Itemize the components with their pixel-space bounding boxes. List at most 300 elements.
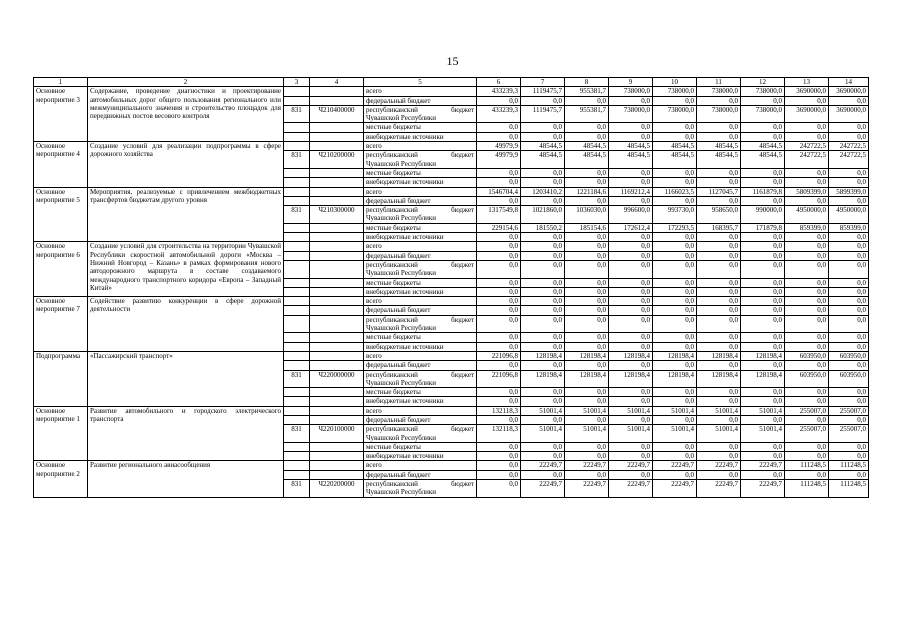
value-cell: 0,0: [653, 196, 697, 205]
code-cell: 831: [284, 206, 310, 224]
value-cell: 0,0: [829, 388, 869, 397]
activity-type-cell: Подпрограмма: [34, 351, 88, 406]
header-cell: 1: [34, 78, 88, 87]
value-cell: 0,0: [521, 251, 565, 260]
value-cell: 48544,5: [653, 142, 697, 151]
value-cell: 221096,8: [477, 351, 521, 360]
funding-source-cell: федеральный бюджет: [364, 196, 477, 205]
activity-title-cell: Содействие развитию конкуренции в сфере дорожной деятельности: [88, 297, 284, 352]
value-cell: 0,0: [697, 251, 741, 260]
value-cell: 48544,5: [697, 142, 741, 151]
value-cell: 3690000,0: [785, 105, 829, 123]
funding-source-cell: всего: [364, 242, 477, 251]
value-cell: 0,0: [565, 470, 609, 479]
code-cell: [284, 196, 310, 205]
header-cell: 8: [565, 78, 609, 87]
value-cell: 0,0: [609, 260, 653, 278]
value-cell: 128198,4: [697, 351, 741, 360]
value-cell: 242722,5: [785, 151, 829, 169]
value-cell: 0,0: [741, 388, 785, 397]
value-cell: 0,0: [565, 132, 609, 141]
table-row: [34, 142, 869, 151]
value-cell: 0,0: [697, 397, 741, 406]
value-cell: 0,0: [609, 168, 653, 177]
value-cell: 0,0: [477, 132, 521, 141]
code-cell: [284, 233, 310, 242]
value-cell: 0,0: [829, 168, 869, 177]
target-code-cell: [310, 351, 364, 360]
value-cell: 0,0: [653, 452, 697, 461]
value-cell: 738000,0: [609, 105, 653, 123]
value-cell: 0,0: [653, 96, 697, 105]
value-cell: 0,0: [653, 397, 697, 406]
value-cell: 0,0: [609, 397, 653, 406]
value-cell: 0,0: [653, 306, 697, 315]
value-cell: 0,0: [609, 233, 653, 242]
value-cell: 3690000,0: [785, 87, 829, 96]
value-cell: 0,0: [697, 315, 741, 333]
header-cell: 6: [477, 78, 521, 87]
activity-title-cell: Развитие регионального авиасообщения: [88, 461, 284, 497]
value-cell: 0,0: [829, 470, 869, 479]
value-cell: 0,0: [741, 297, 785, 306]
value-cell: 0,0: [785, 178, 829, 187]
value-cell: 1221184,6: [565, 187, 609, 196]
value-cell: 0,0: [697, 178, 741, 187]
value-cell: 128198,4: [565, 370, 609, 388]
value-cell: 990000,0: [741, 206, 785, 224]
value-cell: 603950,0: [785, 351, 829, 360]
value-cell: 0,0: [477, 233, 521, 242]
code-cell: [284, 251, 310, 260]
value-cell: 0,0: [521, 315, 565, 333]
header-cell: 14: [829, 78, 869, 87]
header-cell: 2: [88, 78, 284, 87]
value-cell: 0,0: [521, 287, 565, 296]
value-cell: 0,0: [741, 168, 785, 177]
value-cell: 0,0: [741, 306, 785, 315]
value-cell: 0,0: [653, 415, 697, 424]
value-cell: 0,0: [609, 306, 653, 315]
value-cell: 0,0: [609, 342, 653, 351]
value-cell: 0,0: [785, 452, 829, 461]
activity-title-cell: Мероприятия, реализуемые с привлечением межбюджетных трансфертов бюджетам другого уровня: [88, 187, 284, 242]
table-row: [34, 187, 869, 196]
value-cell: 0,0: [609, 470, 653, 479]
value-cell: 22249,7: [653, 461, 697, 470]
value-cell: 0,0: [477, 306, 521, 315]
table-row: [34, 297, 869, 306]
code-cell: [284, 315, 310, 333]
value-cell: 738000,0: [697, 87, 741, 96]
funding-source-cell: всего: [364, 351, 477, 360]
funding-source-cell: республиканский бюджет Чувашской Республики: [364, 206, 477, 224]
value-cell: 0,0: [741, 178, 785, 187]
funding-source-cell: внебюджетные источники: [364, 287, 477, 296]
value-cell: 0,0: [477, 251, 521, 260]
header-cell: 13: [785, 78, 829, 87]
code-cell: [284, 388, 310, 397]
value-cell: 255007,0: [829, 406, 869, 415]
value-cell: 0,0: [741, 452, 785, 461]
value-cell: 22249,7: [565, 461, 609, 470]
funding-source-cell: местные бюджеты: [364, 123, 477, 132]
value-cell: 0,0: [609, 287, 653, 296]
value-cell: 955381,7: [565, 87, 609, 96]
value-cell: 128198,4: [653, 351, 697, 360]
target-code-cell: [310, 388, 364, 397]
value-cell: 181550,2: [521, 223, 565, 232]
value-cell: 0,0: [477, 278, 521, 287]
funding-source-cell: внебюджетные источники: [364, 397, 477, 406]
value-cell: 0,0: [565, 233, 609, 242]
value-cell: 0,0: [653, 132, 697, 141]
value-cell: 0,0: [697, 242, 741, 251]
value-cell: 0,0: [477, 342, 521, 351]
value-cell: 0,0: [785, 196, 829, 205]
value-cell: 0,0: [697, 306, 741, 315]
value-cell: 0,0: [477, 96, 521, 105]
value-cell: 0,0: [697, 342, 741, 351]
value-cell: 132118,3: [477, 425, 521, 443]
value-cell: 221096,8: [477, 370, 521, 388]
value-cell: 0,0: [697, 260, 741, 278]
value-cell: 0,0: [477, 287, 521, 296]
value-cell: 22249,7: [697, 461, 741, 470]
header-cell: 3: [284, 78, 310, 87]
value-cell: 0,0: [653, 342, 697, 351]
value-cell: 0,0: [829, 260, 869, 278]
value-cell: 22249,7: [565, 480, 609, 498]
value-cell: 859399,0: [829, 223, 869, 232]
value-cell: 51001,4: [653, 425, 697, 443]
value-cell: 51001,4: [653, 406, 697, 415]
value-cell: 0,0: [565, 342, 609, 351]
value-cell: 0,0: [785, 388, 829, 397]
funding-source-cell: федеральный бюджет: [364, 415, 477, 424]
value-cell: 0,0: [565, 168, 609, 177]
value-cell: 0,0: [829, 123, 869, 132]
header-cell: 12: [741, 78, 785, 87]
value-cell: 0,0: [829, 361, 869, 370]
funding-source-cell: всего: [364, 297, 477, 306]
value-cell: 0,0: [477, 178, 521, 187]
code-cell: [284, 333, 310, 342]
value-cell: 49979,9: [477, 142, 521, 151]
value-cell: 0,0: [697, 287, 741, 296]
value-cell: 0,0: [565, 397, 609, 406]
target-code-cell: Ч210300000: [310, 206, 364, 224]
value-cell: 0,0: [741, 132, 785, 141]
value-cell: 0,0: [477, 480, 521, 498]
value-cell: 0,0: [477, 397, 521, 406]
target-code-cell: [310, 142, 364, 151]
funding-source-cell: внебюджетные источники: [364, 132, 477, 141]
value-cell: 51001,4: [741, 406, 785, 415]
value-cell: 0,0: [653, 178, 697, 187]
target-code-cell: [310, 168, 364, 177]
target-code-cell: Ч210200000: [310, 151, 364, 169]
value-cell: 0,0: [521, 442, 565, 451]
value-cell: 0,0: [785, 123, 829, 132]
funding-source-cell: всего: [364, 87, 477, 96]
target-code-cell: [310, 251, 364, 260]
value-cell: 255007,0: [785, 425, 829, 443]
value-cell: 603950,0: [829, 351, 869, 360]
target-code-cell: [310, 315, 364, 333]
value-cell: 1119475,7: [521, 105, 565, 123]
value-cell: 22249,7: [609, 461, 653, 470]
value-cell: 3690000,0: [829, 87, 869, 96]
target-code-cell: [310, 461, 364, 470]
value-cell: 128198,4: [697, 370, 741, 388]
value-cell: 0,0: [609, 96, 653, 105]
value-cell: 0,0: [785, 287, 829, 296]
value-cell: 0,0: [829, 178, 869, 187]
activity-title-cell: Создание условий для строительства на территории Чувашской Республики скоростной автомобильной дороги «Москва – Нижний Новгород – Казань» в рамках формирования нового автодорожного маршрута в составе создаваемого международного транспортного коридора «Европа – Западный Китай»: [88, 242, 284, 297]
value-cell: 955381,7: [565, 105, 609, 123]
code-cell: [284, 132, 310, 141]
value-cell: 51001,4: [565, 425, 609, 443]
code-cell: [284, 415, 310, 424]
funding-source-cell: республиканский бюджет Чувашской Республики: [364, 315, 477, 333]
funding-source-cell: внебюджетные источники: [364, 342, 477, 351]
value-cell: 0,0: [653, 388, 697, 397]
value-cell: 5809399,0: [785, 187, 829, 196]
value-cell: 0,0: [741, 242, 785, 251]
target-code-cell: [310, 132, 364, 141]
code-cell: [284, 96, 310, 105]
value-cell: 0,0: [785, 333, 829, 342]
target-code-cell: Ч220100000: [310, 425, 364, 443]
target-code-cell: [310, 333, 364, 342]
value-cell: 0,0: [829, 452, 869, 461]
value-cell: 0,0: [609, 415, 653, 424]
code-cell: [284, 442, 310, 451]
value-cell: 603950,0: [829, 370, 869, 388]
header-cell: 9: [609, 78, 653, 87]
value-cell: 0,0: [565, 388, 609, 397]
value-cell: 0,0: [653, 333, 697, 342]
funding-source-cell: республиканский бюджет Чувашской Республики: [364, 151, 477, 169]
value-cell: 0,0: [653, 260, 697, 278]
value-cell: 242722,5: [785, 142, 829, 151]
code-cell: 831: [284, 480, 310, 498]
value-cell: 22249,7: [609, 480, 653, 498]
value-cell: 168395,7: [697, 223, 741, 232]
value-cell: 0,0: [785, 260, 829, 278]
funding-source-cell: внебюджетные источники: [364, 452, 477, 461]
value-cell: 128198,4: [521, 370, 565, 388]
value-cell: 859399,0: [785, 223, 829, 232]
code-cell: [284, 178, 310, 187]
code-cell: [284, 361, 310, 370]
value-cell: 0,0: [697, 96, 741, 105]
value-cell: 1317549,8: [477, 206, 521, 224]
value-cell: 0,0: [785, 278, 829, 287]
value-cell: 242722,5: [829, 142, 869, 151]
value-cell: 0,0: [521, 278, 565, 287]
target-code-cell: [310, 187, 364, 196]
value-cell: 0,0: [565, 452, 609, 461]
value-cell: 111248,5: [829, 461, 869, 470]
page-number: 15: [446, 54, 459, 68]
activity-type-cell: Основное мероприятие 4: [34, 142, 88, 187]
value-cell: 0,0: [609, 297, 653, 306]
value-cell: 0,0: [741, 278, 785, 287]
value-cell: 0,0: [785, 242, 829, 251]
value-cell: 0,0: [741, 233, 785, 242]
funding-source-cell: республиканский бюджет Чувашской Республики: [364, 370, 477, 388]
value-cell: 1119475,7: [521, 87, 565, 96]
table-row: [34, 351, 869, 360]
target-code-cell: [310, 452, 364, 461]
activity-type-cell: Основное мероприятие 7: [34, 297, 88, 352]
value-cell: 22249,7: [697, 480, 741, 498]
funding-source-cell: республиканский бюджет Чувашской Республики: [364, 105, 477, 123]
value-cell: 0,0: [609, 178, 653, 187]
funding-source-cell: местные бюджеты: [364, 442, 477, 451]
header-cell: 5: [364, 78, 477, 87]
value-cell: 0,0: [741, 260, 785, 278]
value-cell: 0,0: [521, 233, 565, 242]
value-cell: 0,0: [609, 452, 653, 461]
funding-source-cell: местные бюджеты: [364, 278, 477, 287]
value-cell: 0,0: [609, 251, 653, 260]
value-cell: 0,0: [697, 452, 741, 461]
value-cell: 111248,5: [829, 480, 869, 498]
value-cell: 0,0: [829, 442, 869, 451]
value-cell: 0,0: [521, 297, 565, 306]
value-cell: 111248,5: [785, 461, 829, 470]
value-cell: 51001,4: [697, 406, 741, 415]
value-cell: 0,0: [565, 278, 609, 287]
value-cell: 0,0: [609, 388, 653, 397]
funding-source-cell: всего: [364, 142, 477, 151]
value-cell: 4950000,0: [829, 206, 869, 224]
target-code-cell: Ч210400000: [310, 105, 364, 123]
table-row: [34, 242, 869, 251]
funding-source-cell: всего: [364, 187, 477, 196]
target-code-cell: Ч220200000: [310, 480, 364, 498]
value-cell: 0,0: [653, 442, 697, 451]
value-cell: 0,0: [829, 306, 869, 315]
value-cell: 51001,4: [521, 425, 565, 443]
code-cell: [284, 342, 310, 351]
target-code-cell: [310, 397, 364, 406]
value-cell: 128198,4: [741, 370, 785, 388]
value-cell: 0,0: [477, 452, 521, 461]
code-cell: [284, 87, 310, 96]
target-code-cell: [310, 178, 364, 187]
funding-source-cell: федеральный бюджет: [364, 96, 477, 105]
value-cell: 0,0: [609, 123, 653, 132]
value-cell: 0,0: [653, 315, 697, 333]
value-cell: 51001,4: [697, 425, 741, 443]
value-cell: 738000,0: [741, 87, 785, 96]
value-cell: 5899399,0: [829, 187, 869, 196]
code-cell: [284, 278, 310, 287]
value-cell: 1169212,4: [609, 187, 653, 196]
activity-title-cell: Содержание, проведение диагностики и проектирование автомобильных дорог общего пользования регионального или межмуниципального значения и строительство площадок для передвижных постов весового контроля: [88, 87, 284, 142]
value-cell: 1127045,7: [697, 187, 741, 196]
value-cell: 0,0: [653, 242, 697, 251]
value-cell: 0,0: [829, 297, 869, 306]
value-cell: 185154,6: [565, 223, 609, 232]
value-cell: 0,0: [653, 470, 697, 479]
value-cell: 128198,4: [609, 370, 653, 388]
value-cell: 0,0: [521, 470, 565, 479]
value-cell: 0,0: [741, 287, 785, 296]
value-cell: 51001,4: [741, 425, 785, 443]
value-cell: 0,0: [521, 397, 565, 406]
value-cell: 738000,0: [609, 87, 653, 96]
activity-type-cell: Основное мероприятие 6: [34, 242, 88, 297]
value-cell: 0,0: [741, 342, 785, 351]
target-code-cell: Ч220000000: [310, 370, 364, 388]
value-cell: 0,0: [785, 96, 829, 105]
header-cell: 4: [310, 78, 364, 87]
value-cell: 0,0: [697, 278, 741, 287]
value-cell: 0,0: [785, 168, 829, 177]
value-cell: 48544,5: [741, 142, 785, 151]
code-cell: [284, 351, 310, 360]
code-cell: [284, 306, 310, 315]
value-cell: 0,0: [741, 333, 785, 342]
value-cell: 0,0: [521, 168, 565, 177]
value-cell: 0,0: [521, 260, 565, 278]
value-cell: 0,0: [477, 415, 521, 424]
value-cell: 0,0: [785, 442, 829, 451]
target-code-cell: [310, 297, 364, 306]
code-cell: [284, 461, 310, 470]
target-code-cell: [310, 123, 364, 132]
value-cell: 0,0: [741, 361, 785, 370]
value-cell: 4950000,0: [785, 206, 829, 224]
value-cell: 0,0: [829, 315, 869, 333]
value-cell: 0,0: [477, 333, 521, 342]
value-cell: 0,0: [565, 96, 609, 105]
code-cell: [284, 260, 310, 278]
value-cell: 1021860,0: [521, 206, 565, 224]
value-cell: 0,0: [829, 287, 869, 296]
value-cell: 48544,5: [653, 151, 697, 169]
value-cell: 51001,4: [565, 406, 609, 415]
value-cell: 0,0: [829, 96, 869, 105]
funding-source-cell: федеральный бюджет: [364, 361, 477, 370]
value-cell: 48544,5: [697, 151, 741, 169]
value-cell: 128198,4: [609, 351, 653, 360]
budget-table: [33, 77, 869, 498]
value-cell: 0,0: [697, 168, 741, 177]
target-code-cell: [310, 87, 364, 96]
funding-source-cell: местные бюджеты: [364, 333, 477, 342]
value-cell: 0,0: [521, 388, 565, 397]
value-cell: 0,0: [565, 415, 609, 424]
value-cell: 0,0: [521, 178, 565, 187]
value-cell: 0,0: [477, 297, 521, 306]
value-cell: 0,0: [477, 168, 521, 177]
value-cell: 738000,0: [741, 105, 785, 123]
value-cell: 0,0: [741, 196, 785, 205]
value-cell: 0,0: [565, 196, 609, 205]
value-cell: 0,0: [565, 333, 609, 342]
value-cell: 0,0: [521, 123, 565, 132]
value-cell: 0,0: [477, 470, 521, 479]
value-cell: 0,0: [565, 361, 609, 370]
value-cell: 0,0: [653, 287, 697, 296]
table-row: [34, 461, 869, 470]
